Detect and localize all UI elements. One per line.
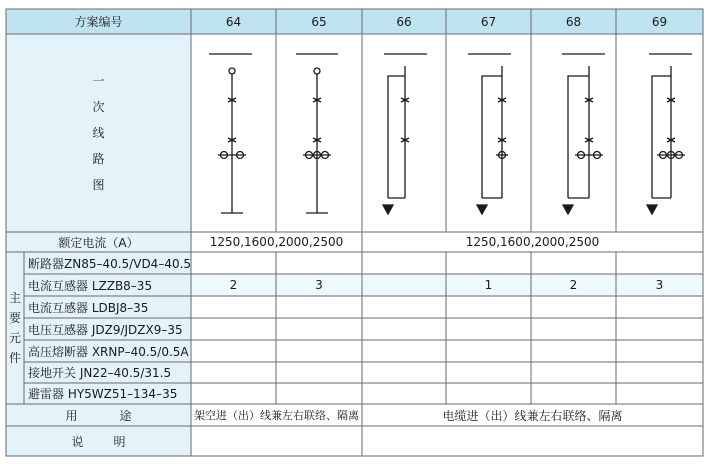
usage-label-char: 途 [119, 408, 132, 423]
scheme-68: 68 [531, 9, 616, 34]
component-name: 电流互感器 LZZB8–35 [24, 274, 191, 296]
component-name: 电压互感器 JDZ9/JDZX9–35 [24, 318, 191, 340]
ct-count-69: 3 [616, 274, 703, 296]
circuit-diagram-64 [209, 54, 252, 213]
diagram-label-char: 线 [92, 126, 105, 140]
ct-count-65: 3 [276, 274, 362, 296]
main-label-char: 主 [8, 291, 21, 305]
component-name: 电流互感器 LDBJ8–35 [24, 296, 191, 318]
usage-group1: 架空进（出）线兼左右联络、隔离 [194, 409, 359, 422]
circuit-diagram-65 [296, 54, 338, 213]
usage-group2: 电缆进（出）线兼左右联络、隔离 [442, 408, 623, 423]
ct-count-67: 1 [446, 274, 531, 296]
scheme-64: 64 [191, 9, 276, 34]
component-name: 避雷器 HY5WZ51–134–35 [24, 383, 191, 404]
diagram-label-char: 次 [92, 100, 105, 114]
rated-current-group2: 1250,1600,2000,2500 [465, 235, 600, 249]
circuit-diagram-69 [647, 54, 692, 214]
component-name: 高压熔断器 XRNP–40.5/0.5A [24, 340, 191, 362]
main-label-char: 要 [8, 311, 21, 325]
rated-current-label: 额定电流（A） [6, 232, 191, 252]
circuit-diagram-66 [383, 54, 427, 214]
rated-current-group1: 1250,1600,2000,2500 [209, 235, 344, 249]
diagram-label-char: 路 [92, 152, 105, 166]
notes-label-char: 说 [71, 434, 84, 449]
diagram-label-char: 图 [92, 178, 105, 192]
scheme-number-label: 方案编号 [6, 9, 191, 34]
circuit-diagram-67 [468, 54, 511, 214]
ct-count-64: 2 [191, 274, 276, 296]
component-name: 断路器ZN85–40.5/VD4–40.5 [24, 252, 191, 274]
scheme-69: 69 [616, 9, 703, 34]
notes-label-char: 明 [113, 434, 126, 449]
main-label-char: 件 [8, 351, 21, 365]
scheme-66: 66 [362, 9, 446, 34]
diagram-label-char: 一 [92, 74, 105, 88]
scheme-67: 67 [446, 9, 531, 34]
component-name: 接地开关 JN22–40.5/31.5 [24, 362, 191, 383]
main-label-char: 元 [8, 331, 21, 345]
circuit-diagram-68 [562, 54, 605, 214]
usage-label-char: 用 [65, 408, 78, 423]
ct-count-68: 2 [531, 274, 616, 296]
scheme-65: 65 [276, 9, 362, 34]
